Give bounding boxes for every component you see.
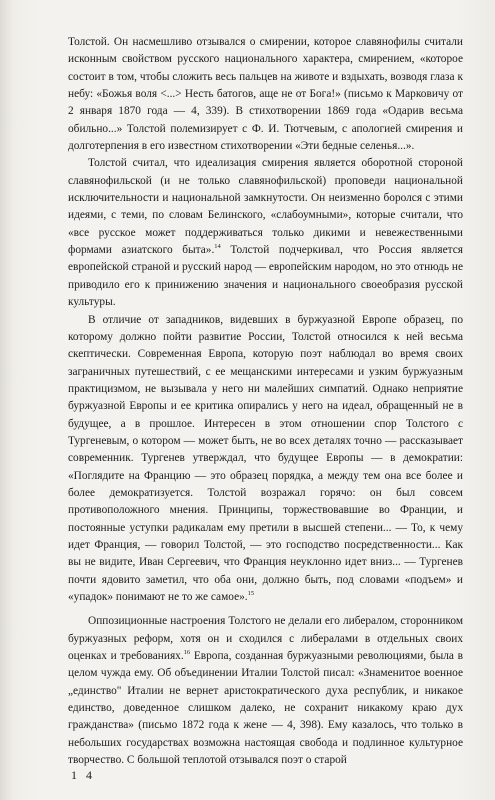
paragraph-text: Толстой считал, что идеализация смирения является оборотной стороной славянофильской (и не только славянофильской) проповеди национальной исключительности и национальной замкнутости. Он неизменно боролся с этими идеями, с теми, по словам Белинского, «слабоумными», которые считали, что «все русское может поддерживаться только дикими и невежественными формами азиатского быта». (68, 157, 463, 257)
paragraph-3 (68, 312, 463, 607)
footnote-marker: 15 (247, 590, 255, 598)
paragraph-4 (68, 613, 463, 769)
paragraph-text: В отличие от западников, видевших в буржуазной Европе образец, по которому должно пойти развитие России, Толстой относился к ней весьма скептически. Современная Европа, которую поэт наблюдал во время своих заграничных путешествий, с ее мещанскими интересами и узким буржуазным практицизмом, не вызывала у него ни малейших симпатий. Однако неприятие буржуазной Европы и ее критика опирались у него на идеал, обращенный не в будущее, а в прошлое. Интересен в этом отношении спор Толстого с Тургеневым, о котором — может быть, не во всех деталях точно — рассказывает современник. Тургенев утверждал, что будущее Европы — в демократии: «Поглядите на Францию — это образец порядка, а между тем она все более и более демократизуется. Толстой возражал горячо: он был совсем противоположного мнения. Принципы, торжествовавшие во Франции, и постоянные уступки радикалам ему претили в высшей степени... — То, к чему идет Франция, — говорил Толстой, — это господство посредственности... Как вы не видите, Иван Сергеевич, что Франция неуклонно идет вниз... — Тургенев почти ядовито заметил, что оба они, должно быть, под словами «подъем» и «упадок» понимают не то же самое». (68, 313, 463, 603)
page-body-text (68, 34, 463, 769)
paragraph-text: Оппозиционные настроения Толстого не делали его либералом, сторонником буржуазных реформ, хотя он и сходился с либералами в отдельных своих оценках и требованиях. (68, 615, 463, 663)
paragraph-text: Толстой. Он насмешливо отзывался о смирении, которое славянофилы считали исконным свойством русского национального характера, смирением, «которое состоит в том, чтобы сложить весь пальцев на животе и вздыхать, возводя глаза к небу: «Божья воля <...> Несть батогов, аще не от Бога!» (письмо к Марковичу от 2 января 1870 года — 4, 339). В стихотворении 1869 года «Одарив весьма обильно...» Толстой полемизирует с Ф. И. Тютчевым, с апологией смирения и долготерпения в его известном стихотворении «Эти бедные селенья...». (68, 36, 463, 153)
paragraph-text: Европа, созданная буржуазными революциями, была в целом чужда ему. Об объединении Италии Толстой писал: «Знаменитое военное „единство" Италии не вернет аристократического духа республик, и никакое единство, доведенное слишком далеко, не сохранит никакому краю дух гражданства» (письмо 1872 года к жене — 4, 398). Ему казалось, что только в небольших государствах возможна настоящая свобода и подлинное культурное творчество. С большой теплотой отзывался поэт о старой (68, 650, 463, 767)
footnote-marker: 16 (183, 649, 191, 657)
footnote-marker: 14 (214, 243, 221, 251)
paragraph-2 (68, 155, 463, 311)
paragraph-1 (68, 34, 463, 155)
page-number: 1 4 (71, 768, 95, 782)
paragraph-text: Толстой подчеркивал, что Россия является европейской страной и русский народ — европейским народом, но это отнюдь не приводило его к принижению значения и национального своеобразия русской культуры. (68, 244, 463, 309)
